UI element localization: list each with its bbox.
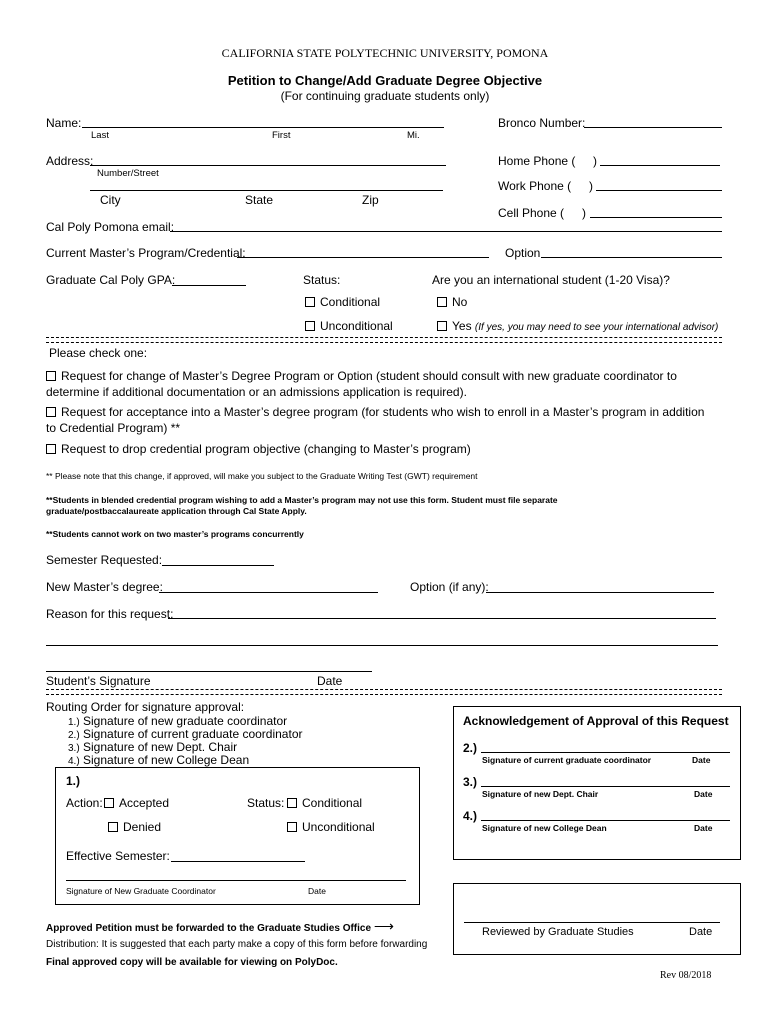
number-street-label: Number/Street: [97, 168, 159, 179]
student-signature-field[interactable]: [46, 671, 372, 672]
zip-label: Zip: [362, 193, 379, 207]
work-phone-field[interactable]: [596, 190, 722, 191]
status-unconditional[interactable]: Unconditional: [305, 319, 393, 333]
state-label: State: [245, 193, 274, 207]
sig3-field[interactable]: [481, 786, 730, 787]
checkbox-icon: [305, 297, 315, 307]
reason-label: Reason for this request:: [46, 607, 174, 621]
email-label: Cal Poly Pomona email:: [46, 220, 175, 234]
checkbox-icon: [287, 798, 297, 808]
sig3-num: 3.): [463, 775, 478, 789]
form-title: Petition to Change/Add Graduate Degree Objective: [227, 73, 543, 88]
option-any-field[interactable]: [486, 592, 714, 593]
checkbox-icon: [287, 822, 297, 832]
bronco-label: Bronco Number:: [498, 116, 586, 130]
option-field[interactable]: [541, 257, 722, 258]
university-name: CALIFORNIA STATE POLYTECHNIC UNIVERSITY, POMONA: [221, 46, 549, 60]
name-label: Name:: [46, 116, 82, 130]
coordinator-signature-field[interactable]: [66, 880, 406, 881]
routing-item: 2.) Signature of current graduate coordinator: [68, 727, 303, 741]
polydoc-note: Final approved copy will be available for viewing on PolyDoc.: [46, 957, 338, 968]
address-street-field[interactable]: [90, 165, 446, 166]
semester-field[interactable]: [162, 565, 274, 566]
reason-field-2[interactable]: [46, 645, 718, 646]
bronco-number-field[interactable]: [584, 127, 722, 128]
distribution-note: Distribution: It is suggested that each party make a copy of this form before forwarding: [46, 939, 428, 950]
concurrent-note: **Students cannot work on two master’s programs concurrently: [46, 529, 304, 539]
divider: [46, 337, 722, 343]
sig3-date: Date: [694, 789, 713, 799]
divider: [46, 689, 722, 695]
action-denied[interactable]: Denied: [108, 820, 161, 834]
work-phone-label: Work Phone (: [498, 179, 572, 193]
please-check: Please check one:: [49, 346, 148, 360]
checkbox-icon: [46, 407, 56, 417]
arrow-right-icon: ⟶: [373, 918, 394, 934]
home-phone-field[interactable]: [600, 165, 720, 166]
reason-field-1[interactable]: [168, 618, 716, 619]
revision-label: Rev 08/2018: [660, 970, 712, 981]
city-label: City: [100, 193, 121, 207]
name-field[interactable]: [82, 127, 444, 128]
sig2-field[interactable]: [481, 752, 730, 753]
action-accepted[interactable]: Accepted: [104, 796, 169, 810]
sig2-label: Signature of current graduate coordinator: [482, 755, 652, 765]
intl-no[interactable]: No: [437, 295, 467, 309]
checkbox-icon: [46, 444, 56, 454]
cell-phone-paren: ): [582, 206, 586, 220]
routing-item: 3.) Signature of new Dept. Chair: [68, 740, 238, 754]
sig2-date: Date: [692, 755, 711, 765]
sig3-label: Signature of new Dept. Chair: [482, 789, 599, 799]
checkbox-icon: [437, 297, 447, 307]
routing-item: 1.) Signature of new graduate coordinator: [68, 714, 288, 728]
routing-item: 4.) Signature of new College Dean: [68, 753, 250, 767]
review-date: Date: [689, 926, 713, 938]
status-label: Status:: [303, 273, 341, 287]
coordinator-date-label: Date: [308, 886, 326, 896]
coordinator-num: 1.): [66, 774, 81, 788]
email-field[interactable]: [170, 231, 722, 232]
gwt-note: ** Please note that this change, if approved, will make you subject to the Graduate Writing Test (GWT) requirement: [46, 471, 478, 481]
option-any-label: Option (if any):: [410, 580, 489, 594]
form-subtitle: (For continuing graduate students only): [280, 89, 490, 103]
program-label: Current Master’s Program/Credential:: [46, 246, 246, 260]
ack-title: Acknowledgement of Approval of this Request: [463, 714, 729, 728]
checkbox-icon: [46, 371, 56, 381]
home-phone-paren: ): [593, 154, 597, 168]
sig4-date: Date: [694, 823, 713, 833]
checkbox-icon: [305, 321, 315, 331]
coordinator-approval-box: [55, 767, 420, 905]
request-option-1[interactable]: Request for change of Master’s Degree Program or Option (student should consult with new graduate coordinator to determine if additional documentation or an admissions application is required).: [46, 369, 677, 399]
action-label: Action:: [66, 796, 103, 810]
coord-status-unconditional[interactable]: Unconditional: [287, 820, 375, 834]
student-date-label: Date: [317, 674, 343, 688]
intl-yes[interactable]: Yes (If yes, you may need to see your international advisor): [437, 319, 718, 333]
review-signature-field[interactable]: [464, 922, 720, 923]
cell-phone-label: Cell Phone (: [498, 206, 565, 220]
forward-note: Approved Petition must be forwarded to the Graduate Studies Office ⟶: [46, 918, 394, 934]
program-field[interactable]: [237, 257, 489, 258]
option-label: Option: [505, 246, 541, 260]
address-city-field[interactable]: [90, 190, 443, 191]
coord-status-conditional[interactable]: Conditional: [287, 796, 362, 810]
checkbox-icon: [104, 798, 114, 808]
request-option-3[interactable]: Request to drop credential program objective (changing to Master’s program): [46, 442, 471, 456]
gpa-label: Graduate Cal Poly GPA:: [46, 273, 176, 287]
checkbox-icon: [108, 822, 118, 832]
sig4-label: Signature of new College Dean: [482, 823, 607, 833]
intl-question: Are you an international student (1-20 Visa)?: [432, 273, 670, 287]
effective-semester-label: Effective Semester:: [66, 849, 170, 863]
semester-label: Semester Requested:: [46, 553, 163, 567]
routing-heading: Routing Order for signature approval:: [46, 700, 245, 714]
coord-status-label: Status:: [247, 796, 285, 810]
first-label: First: [272, 130, 291, 141]
student-sig-label: Student’s Signature: [46, 674, 151, 688]
effective-semester-field[interactable]: [171, 861, 305, 862]
mi-label: Mi.: [407, 130, 420, 141]
sig4-num: 4.): [463, 809, 478, 823]
home-phone-label: Home Phone (: [498, 154, 576, 168]
sig2-num: 2.): [463, 741, 478, 755]
new-degree-field[interactable]: [159, 592, 378, 593]
blended-note: **Students in blended credential program wishing to add a Master’s program may not use this form. Student must file separate graduate/postbaccalaureate application through Cal State Apply.: [46, 495, 558, 516]
new-degree-label: New Master’s degree:: [46, 580, 163, 594]
cell-phone-field[interactable]: [590, 217, 722, 218]
checkbox-icon: [437, 321, 447, 331]
review-box: [453, 883, 741, 955]
review-label: Reviewed by Graduate Studies: [482, 926, 634, 938]
sig4-field[interactable]: [481, 820, 730, 821]
coordinator-sig-label: Signature of New Graduate Coordinator: [66, 886, 216, 896]
gpa-field[interactable]: [172, 285, 246, 286]
status-conditional[interactable]: Conditional: [305, 295, 380, 309]
acknowledgement-box: [453, 706, 741, 860]
work-phone-paren: ): [589, 179, 593, 193]
address-label: Address:: [46, 154, 94, 168]
last-label: Last: [91, 130, 109, 141]
request-option-2[interactable]: Request for acceptance into a Master’s degree program (for students who wish to enroll in a Master’s program in addition to Credential Program) **: [46, 405, 705, 435]
